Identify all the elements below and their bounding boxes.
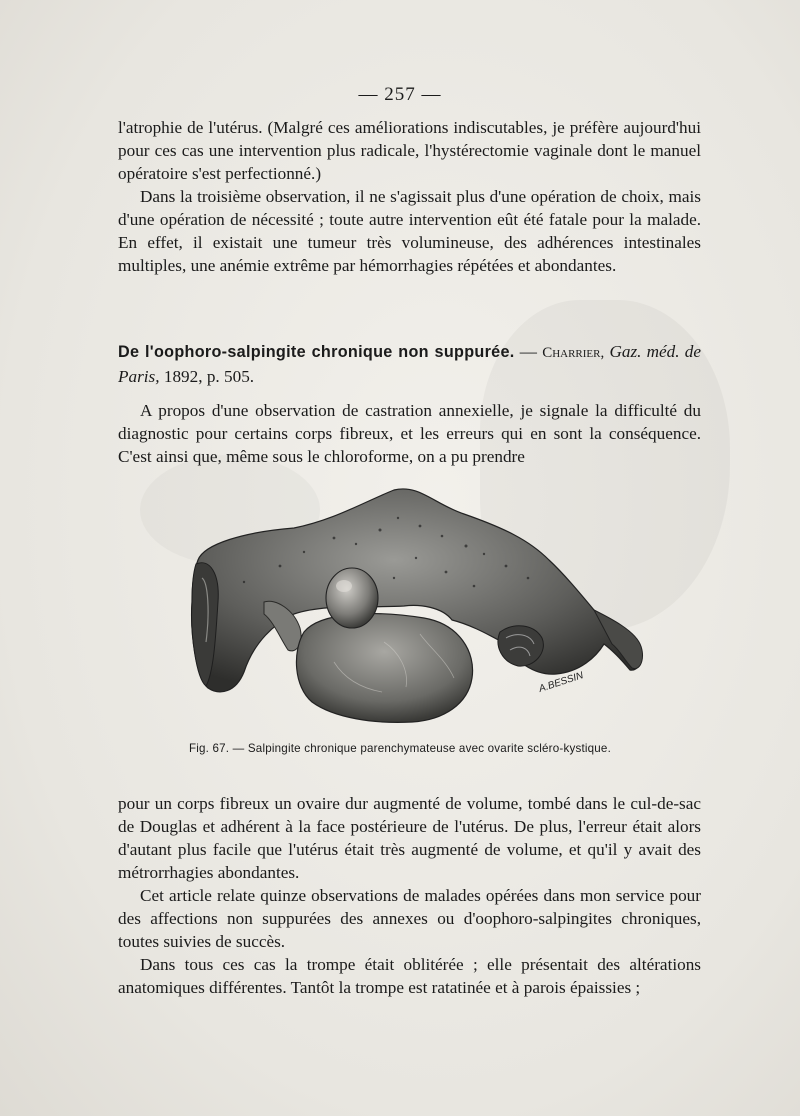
paragraph: l'atrophie de l'utérus. (Malgré ces améliorations indiscutables, je préfère aujourd'hui pour ces cas une intervention plus radicale, l'hystérectomie vaginale dont le manuel opératoire s'est perfectionné.)	[118, 118, 701, 183]
reference-journal: Gaz. méd. de Paris,	[118, 342, 701, 386]
paragraph: pour un corps fibreux un ovaire dur augmenté de volume, tombé dans le cul-de-sac de Douglas et adhérent à la face postérieure de l'utérus. De plus, l'erreur était alors d'autant plus facile que l'utérus était très augmenté de volume, et qu'il y avait des métrorrhagies abondantes.	[118, 794, 701, 882]
salpingitis-engraving	[184, 482, 650, 727]
paragraph: Cet article relate quinze observations de malades opérées dans mon service pour des affections non suppurées des annexes ou d'oophoro-salpingites chroniques, toutes suivies de succès.	[118, 886, 701, 951]
text-block-middle	[118, 399, 701, 468]
reference-dash: —	[514, 342, 543, 361]
anatomical-illustration	[184, 482, 650, 727]
text-block-top	[118, 116, 701, 277]
reference-details: 1892, p. 505.	[159, 367, 255, 386]
paragraph: Dans la troisième observation, il ne s'agissait plus d'une opération de choix, mais d'une opération de nécessité ; toute autre intervention eût été fatale pour la malade. En effet, il existait une tumeur très volumineuse, des adhérences intestinales multiples, une anémie extrême par hémorrhagies répétées et abondantes.	[118, 187, 701, 275]
reference-title: De l'oophoro-salpingite chronique non suppurée.	[118, 343, 515, 361]
page-number: — 257 —	[358, 84, 442, 105]
artist-signature: A.BESSIN	[537, 670, 585, 695]
paragraph: Dans tous ces cas la trompe était oblitérée ; elle présentait des altérations anatomiques différentes. Tantôt la trompe est ratatinée et à parois épaissies ;	[118, 955, 701, 997]
figure-caption: Fig. 67. — Salpingite chronique parenchymateuse avec ovarite scléro-kystique.	[188, 742, 612, 755]
reference-author: Charrier,	[542, 345, 605, 361]
text-block-bottom	[118, 792, 701, 999]
paragraph: A propos d'une observation de castration annexielle, je signale la difficulté du diagnostic pour certains corps fibreux, et les erreurs qui en sont la conséquence. C'est ainsi que, même sous le chloroforme, on a pu prendre	[118, 401, 701, 466]
bibliographic-reference	[118, 340, 701, 388]
